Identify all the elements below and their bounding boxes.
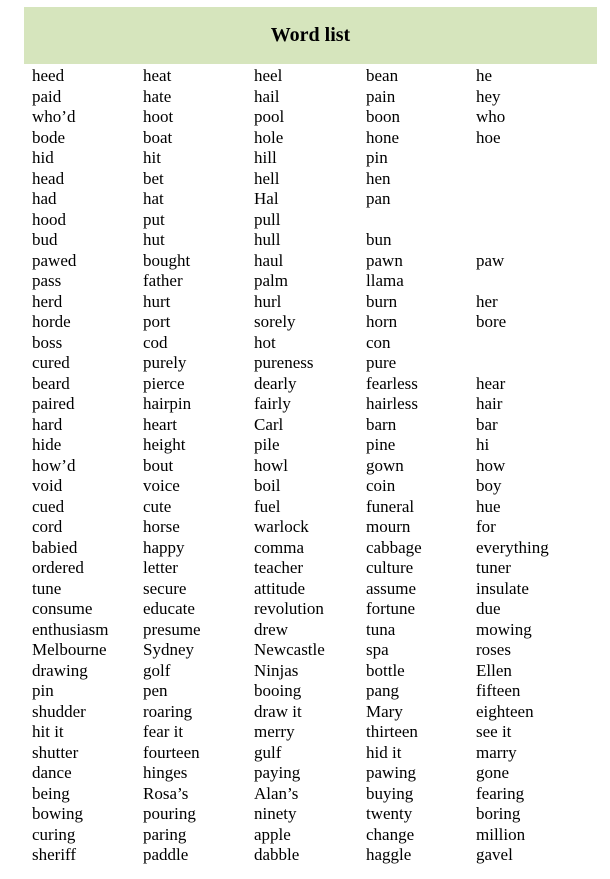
word-cell: pang <box>366 681 400 700</box>
word-cell: dearly <box>254 373 297 393</box>
word-cell <box>366 210 476 231</box>
word-cell: bout <box>143 455 174 475</box>
word-cell: hit <box>143 148 161 167</box>
word-cell: herd <box>32 291 63 311</box>
word-cell: bought <box>143 250 191 270</box>
table-row <box>32 681 596 702</box>
table-row <box>32 579 596 600</box>
word-cell: bar <box>476 414 498 434</box>
word-cell: hell <box>254 168 280 188</box>
word-cell: hid <box>32 148 54 167</box>
table-row <box>32 517 596 538</box>
word-cell: boy <box>476 476 502 495</box>
table-row <box>32 661 596 682</box>
word-cell: boon <box>366 107 400 126</box>
word-cell: tuner <box>476 558 511 577</box>
word-cell: void <box>32 476 63 495</box>
word-cell: marry <box>476 742 517 762</box>
word-cell: bowing <box>32 804 83 823</box>
word-cell: hot <box>254 332 276 352</box>
table-row <box>32 804 596 825</box>
word-cell: pin <box>366 148 388 167</box>
word-cell: Newcastle <box>254 640 325 659</box>
word-cell: fairly <box>254 394 291 413</box>
word-cell: boss <box>32 332 63 352</box>
word-cell: pile <box>254 435 280 454</box>
word-cell: coin <box>366 476 396 495</box>
word-cell: warlock <box>254 517 309 536</box>
word-cell: burn <box>366 291 398 311</box>
word-cell: paired <box>32 394 75 413</box>
word-cell: hairpin <box>143 394 192 413</box>
word-cell: pawn <box>366 250 403 270</box>
word-cell: hair <box>476 394 503 413</box>
word-cell: hairless <box>366 394 418 413</box>
word-list-header <box>24 7 597 64</box>
word-cell: cord <box>32 517 63 536</box>
word-cell: hurl <box>254 291 282 311</box>
word-cell: hoe <box>476 127 501 147</box>
word-cell: pureness <box>254 353 314 372</box>
word-cell: put <box>143 209 165 229</box>
word-cell: pool <box>254 107 285 126</box>
word-cell: fear it <box>143 722 184 741</box>
word-cell: father <box>143 271 183 290</box>
word-cell: horde <box>32 312 71 331</box>
word-cell: boil <box>254 476 281 495</box>
word-cell: fifteen <box>476 681 521 700</box>
word-table-body <box>32 66 596 866</box>
word-cell: mourn <box>366 517 411 536</box>
word-cell: hit it <box>32 722 64 741</box>
word-cell: pass <box>32 271 62 290</box>
word-cell: pan <box>366 189 391 208</box>
word-cell: paw <box>476 250 505 270</box>
word-cell: palm <box>254 271 288 290</box>
word-cell: bet <box>143 168 164 188</box>
word-cell <box>476 230 596 251</box>
word-cell: boat <box>143 127 173 147</box>
word-cell: gone <box>476 763 510 782</box>
word-cell: cued <box>32 496 65 516</box>
word-cell: everything <box>476 537 549 557</box>
word-cell: presume <box>143 619 201 639</box>
word-cell: Melbourne <box>32 640 107 659</box>
word-cell: who’d <box>32 107 76 126</box>
table-row <box>32 476 596 497</box>
word-cell: fearing <box>476 783 525 803</box>
word-cell: pull <box>254 209 281 229</box>
word-cell: hide <box>32 435 62 454</box>
word-cell: con <box>366 332 391 352</box>
word-cell: Carl <box>254 414 284 434</box>
word-cell: twenty <box>366 804 413 823</box>
word-cell: height <box>143 435 186 454</box>
word-cell: gavel <box>476 845 513 864</box>
word-cell: fearless <box>366 373 418 393</box>
word-cell: port <box>143 312 171 331</box>
table-row <box>32 763 596 784</box>
word-cell: ordered <box>32 558 84 577</box>
word-cell: pierce <box>143 373 185 393</box>
table-row <box>32 333 596 354</box>
word-cell: roses <box>476 640 511 659</box>
word-cell: haul <box>254 250 284 270</box>
word-cell: educate <box>143 599 195 618</box>
table-row <box>32 312 596 333</box>
word-cell: draw it <box>254 701 302 721</box>
word-cell: Alan’s <box>254 783 299 803</box>
word-cell: pain <box>366 86 396 106</box>
word-cell: dance <box>32 763 72 782</box>
table-row <box>32 292 596 313</box>
word-cell: cured <box>32 353 70 372</box>
word-cell: he <box>476 66 493 85</box>
word-cell: sheriff <box>32 845 77 864</box>
word-cell: hut <box>143 230 165 249</box>
word-cell: horn <box>366 312 398 331</box>
word-cell: hate <box>143 86 172 106</box>
table-row <box>32 497 596 518</box>
word-cell: enthusiasm <box>32 619 109 639</box>
word-cell: gulf <box>254 742 282 762</box>
word-cell: bore <box>476 312 507 331</box>
word-cell: babied <box>32 537 78 557</box>
word-cell: pure <box>366 353 397 372</box>
word-cell: see it <box>476 722 512 741</box>
word-cell: being <box>32 783 70 803</box>
table-row <box>32 620 596 641</box>
word-cell: beard <box>32 373 70 393</box>
table-row <box>32 456 596 477</box>
word-cell: bode <box>32 127 66 147</box>
word-cell: cute <box>143 496 172 516</box>
word-cell: culture <box>366 558 414 577</box>
word-cell: sorely <box>254 312 296 331</box>
word-cell: haggle <box>366 845 412 864</box>
word-cell: drew <box>254 619 288 639</box>
table-row <box>32 394 596 415</box>
word-cell: hat <box>143 189 164 208</box>
word-cell <box>476 353 596 374</box>
word-cell: Ninjas <box>254 660 299 680</box>
header-title: Word list <box>270 24 351 46</box>
word-cell: assume <box>366 578 417 598</box>
word-cell: due <box>476 599 501 618</box>
word-cell: for <box>476 517 496 536</box>
word-cell: shudder <box>32 701 86 721</box>
word-cell: pawing <box>366 763 417 782</box>
word-cell: cod <box>143 332 168 352</box>
table-row <box>32 87 596 108</box>
word-cell: pawed <box>32 250 77 270</box>
word-cell: pin <box>32 681 54 700</box>
word-cell: attitude <box>254 578 305 598</box>
word-cell: hi <box>476 435 490 454</box>
word-cell: drawing <box>32 660 88 680</box>
word-cell: heart <box>143 414 177 434</box>
word-cell: revolution <box>254 599 324 618</box>
word-cell <box>476 148 596 169</box>
word-cell: paddle <box>143 845 189 864</box>
word-cell: head <box>32 168 65 188</box>
table-row <box>32 66 596 87</box>
word-cell: hull <box>254 230 281 249</box>
table-row <box>32 210 596 231</box>
word-cell: million <box>476 824 526 844</box>
word-cell: bottle <box>366 660 405 680</box>
word-cell: boring <box>476 804 521 823</box>
word-cell: hood <box>32 209 66 229</box>
word-cell: Rosa’s <box>143 783 189 803</box>
word-cell: consume <box>32 599 93 618</box>
word-cell: voice <box>143 476 180 495</box>
word-cell: Sydney <box>143 640 194 659</box>
word-cell: how <box>476 455 506 475</box>
word-cell: heel <box>254 66 283 85</box>
word-cell: horse <box>143 517 180 536</box>
table-row <box>32 353 596 374</box>
word-cell: buying <box>366 783 414 803</box>
word-cell: letter <box>143 558 178 577</box>
table-row <box>32 743 596 764</box>
word-cell: who <box>476 107 506 126</box>
word-cell <box>476 210 596 231</box>
word-cell: bud <box>32 230 58 249</box>
word-cell: how’d <box>32 455 76 475</box>
table-row <box>32 230 596 251</box>
table-row <box>32 825 596 846</box>
table-row <box>32 169 596 190</box>
word-cell: barn <box>366 414 397 434</box>
word-cell: heed <box>32 66 65 85</box>
word-cell: dabble <box>254 845 300 864</box>
table-row <box>32 128 596 149</box>
word-cell: llama <box>366 271 404 290</box>
table-row <box>32 640 596 661</box>
word-cell: paid <box>32 86 62 106</box>
word-cell: fuel <box>254 496 281 516</box>
word-cell: merry <box>254 722 295 741</box>
table-row <box>32 784 596 805</box>
table-row <box>32 415 596 436</box>
word-cell: her <box>476 291 498 311</box>
word-cell: paring <box>143 824 187 844</box>
word-cell: hey <box>476 86 501 106</box>
word-cell: heat <box>143 66 172 85</box>
table-row <box>32 558 596 579</box>
table-row <box>32 722 596 743</box>
word-cell: happy <box>143 537 185 557</box>
word-cell: Ellen <box>476 660 512 680</box>
table-row <box>32 702 596 723</box>
word-cell: golf <box>143 660 171 680</box>
table-row <box>32 148 596 169</box>
table-row <box>32 845 596 866</box>
word-cell: fortune <box>366 599 416 618</box>
word-cell: hid it <box>366 742 402 762</box>
word-cell: paying <box>254 763 301 782</box>
word-cell: bun <box>366 230 392 249</box>
word-cell: spa <box>366 640 389 659</box>
word-cell <box>476 333 596 354</box>
word-cell: cabbage <box>366 537 422 557</box>
word-cell: apple <box>254 824 291 844</box>
word-cell: Hal <box>254 189 279 208</box>
word-cell: Mary <box>366 701 403 721</box>
word-cell <box>476 271 596 292</box>
word-cell: gown <box>366 455 404 475</box>
word-cell: hoot <box>143 107 174 126</box>
word-cell: bean <box>366 66 399 85</box>
word-cell: hen <box>366 168 391 188</box>
table-row <box>32 435 596 456</box>
word-cell: eighteen <box>476 701 534 721</box>
table-row <box>32 107 596 128</box>
word-cell: had <box>32 189 57 208</box>
word-cell: pine <box>366 435 396 454</box>
word-cell: secure <box>143 578 187 598</box>
table-row <box>32 271 596 292</box>
word-cell: tune <box>32 578 62 598</box>
word-cell: fourteen <box>143 742 200 762</box>
word-cell: hard <box>32 414 63 434</box>
word-cell: howl <box>254 455 288 475</box>
word-cell: ninety <box>254 804 297 823</box>
word-cell <box>476 169 596 190</box>
word-cell: tuna <box>366 619 396 639</box>
table-row <box>32 251 596 272</box>
word-cell: hear <box>476 373 506 393</box>
word-cell: teacher <box>254 558 304 577</box>
word-cell: funeral <box>366 496 415 516</box>
word-cell <box>476 189 596 210</box>
word-cell: shutter <box>32 742 79 762</box>
word-cell: hole <box>254 127 284 147</box>
word-cell: change <box>366 824 415 844</box>
table-row <box>32 189 596 210</box>
word-cell: purely <box>143 353 187 372</box>
word-cell: hone <box>366 127 400 147</box>
word-cell: hurt <box>143 291 171 311</box>
word-cell: mowing <box>476 619 532 639</box>
word-cell: booing <box>254 681 302 700</box>
word-cell: pen <box>143 681 168 700</box>
word-cell: pouring <box>143 804 196 823</box>
word-cell: curing <box>32 824 76 844</box>
word-cell: hail <box>254 86 280 106</box>
word-cell: roaring <box>143 701 193 721</box>
word-cell: hinges <box>143 763 188 782</box>
table-row <box>32 374 596 395</box>
table-row <box>32 538 596 559</box>
table-row <box>32 599 596 620</box>
word-cell: thirteen <box>366 722 418 741</box>
word-cell: comma <box>254 537 305 557</box>
word-table <box>32 66 596 866</box>
word-cell: hill <box>254 148 277 167</box>
word-cell: insulate <box>476 578 529 598</box>
word-cell: hue <box>476 496 501 516</box>
